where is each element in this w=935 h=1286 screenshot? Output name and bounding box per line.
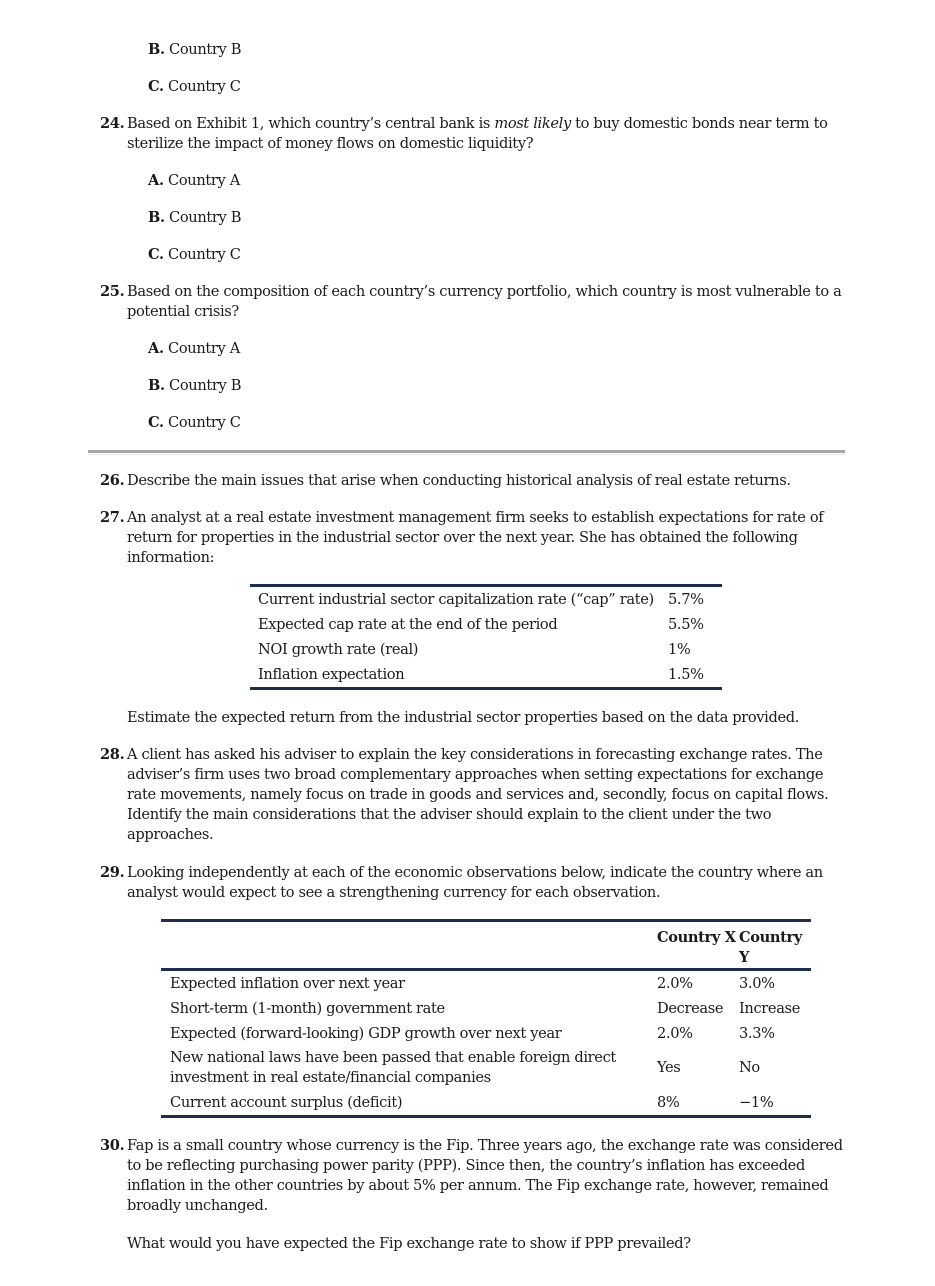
question-24: 24. Based on Exhibit 1, which country’s central bank is most likely to buy domestic bonds near term to sterilize the impact of money flows on domestic liquidity?	[100, 115, 828, 152]
q24-option-b: B. Country B	[148, 209, 242, 226]
q24-option-a: A. Country A	[148, 172, 240, 189]
cap-rate-table	[250, 584, 722, 690]
table-row: Expected cap rate at the end of the period 5.5%	[258, 616, 704, 633]
question-27: 27. An analyst at a real estate investment management firm seeks to establish expectations for rate of return for properties in the industrial sector over the next year. She has obtained the following information:	[100, 509, 824, 566]
table-header-row: Country X Country Y	[161, 921, 811, 970]
q23-option-b: B. Country B	[148, 41, 242, 58]
q30-followup: What would you have expected the Fip exchange rate to show if PPP prevailed?	[127, 1235, 691, 1252]
q24-option-c: C. Country C	[148, 246, 241, 263]
q27-followup: Estimate the expected return from the industrial sector properties based on the data provided.	[127, 709, 800, 726]
table-row: New national laws have been passed that enable foreign direct investment in real estate/financial companies Yes No	[170, 1049, 760, 1086]
table-row: NOI growth rate (real) 1%	[258, 641, 691, 658]
table-row: Inflation expectation 1.5%	[258, 666, 704, 683]
table-row: Expected (forward-looking) GDP growth over next year 2.0% 3.3%	[170, 1024, 775, 1042]
q25-option-c: C. Country C	[148, 414, 241, 431]
q23-option-c: C. Country C	[148, 78, 241, 95]
table-row: Current account surplus (deficit) 8% −1%	[170, 1093, 774, 1111]
table-row: Current industrial sector capitalization rate (“cap” rate) 5.7%	[258, 591, 704, 608]
question-25: 25. Based on the composition of each country’s currency portfolio, which country is most vulnerable to a potential crisis?	[100, 283, 842, 320]
section-divider	[88, 450, 845, 453]
question-26: 26. Describe the main issues that arise when conducting historical analysis of real estate returns.	[100, 472, 791, 489]
question-30: 30. Fap is a small country whose currency is the Fip. Three years ago, the exchange rate was considered to be reflecting purchasing power parity (PPP). Since then, the country’s inflation has exceeded inflation in the other countries by about 5% per annum. The Fip exchange rate, however, remained broadly unchanged.	[100, 1137, 843, 1214]
q25-option-b: B. Country B	[148, 377, 242, 394]
section-divider-shadow	[88, 454, 845, 455]
question-29: 29. Looking independently at each of the economic observations below, indicate the country where an analyst would expect to see a strengthening currency for each observation.	[100, 864, 823, 901]
q25-option-a: A. Country A	[148, 340, 240, 357]
table-row: Expected inflation over next year 2.0% 3.0%	[170, 974, 775, 992]
question-28: 28. A client has asked his adviser to explain the key considerations in forecasting exchange rates. The adviser’s firm uses two broad complementary approaches when setting expectations for exchange rate movements, namely focus on trade in goods and services and, secondly, focus on capital flows. Identify the main considerations that the adviser should explain to the client under the two approaches.	[100, 746, 829, 843]
table-row: Short-term (1-month) government rate Decrease Increase	[170, 999, 800, 1017]
economic-observations-table	[161, 919, 811, 1118]
